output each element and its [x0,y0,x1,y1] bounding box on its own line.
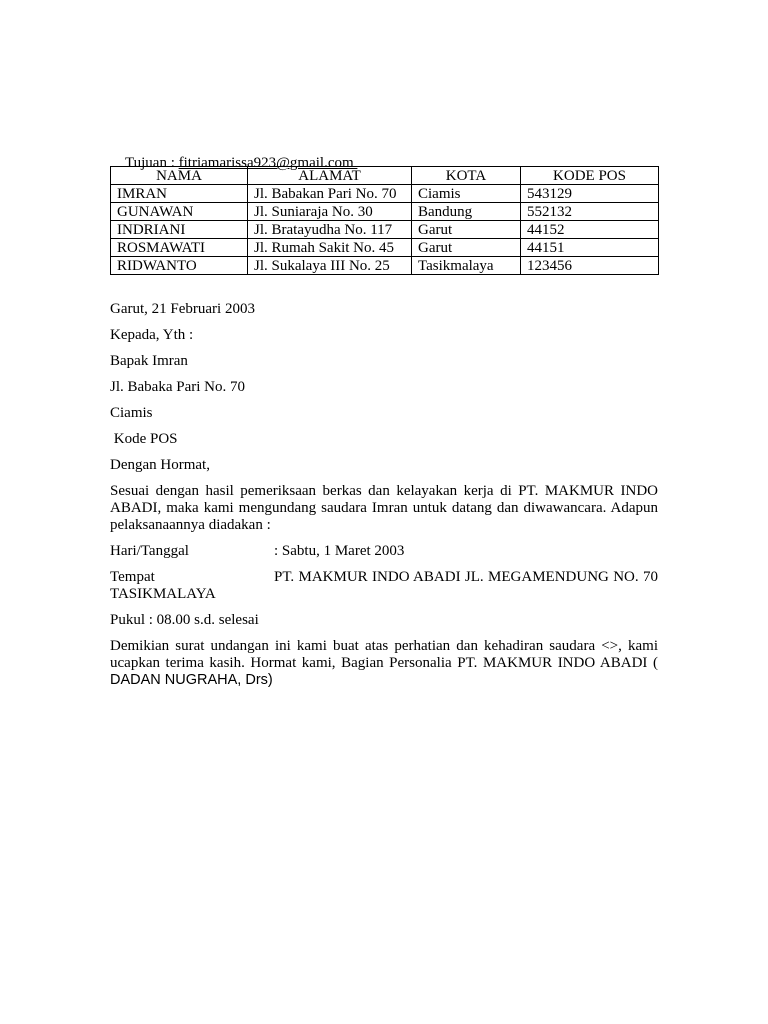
table-cell: 44152 [521,221,659,239]
table-cell: Jl. Bratayudha No. 117 [248,221,412,239]
table-row [111,239,659,257]
schedule-date-value: : Sabtu, 1 Maret 2003 [274,543,405,559]
table-cell: 543129 [521,185,659,203]
schedule-place-label: Tempat [110,569,155,585]
table-cell: Jl. Babakan Pari No. 70 [248,185,412,203]
closing-text: Demikian surat undangan ini kami buat atas perhatian dan kehadiran saudara <>, kami ucapkan terima kasih. Hormat kami, Bagian Personalia PT. MAKMUR INDO ABADI ( [110,638,658,671]
signatory-name: DADAN NUGRAHA, Drs) [110,672,273,688]
recipient-line [110,138,658,171]
table-cell: RIDWANTO [111,257,248,275]
table-cell: Jl. Sukalaya III No. 25 [248,257,412,275]
table-row [111,257,659,275]
recipient-address: Jl. Babaka Pari No. 70 [110,379,245,395]
table-cell: 44151 [521,239,659,257]
table-cell: INDRIANI [111,221,248,239]
recipient-email: fitriamarissa923@gmail.com [178,155,358,171]
table-row [111,203,659,221]
letter-date: Garut, 21 Februari 2003 [110,301,255,317]
greeting: Dengan Hormat, [110,457,210,473]
table-cell: 123456 [521,257,659,275]
table-header-row [111,167,659,185]
table-cell: Garut [412,221,521,239]
table-cell: IMRAN [111,185,248,203]
table-row [111,221,659,239]
schedule-date-label: Hari/Tanggal [110,543,189,559]
table-cell: GUNAWAN [111,203,248,221]
table-cell: ROSMAWATI [111,239,248,257]
table-cell: Bandung [412,203,521,221]
table-row [111,185,659,203]
letter-body: Sesuai dengan hasil pemeriksaan berkas dan kelayakan kerja di PT. MAKMUR INDO ABADI, maka kami mengundang saudara Imran untuk datang dan diwawancara. Adapun pelaksanaannya diadakan : [110,483,658,533]
recipient-postcode: Kode POS [110,431,178,447]
table-cell: 552132 [521,203,659,221]
recipient-name: Bapak Imran [110,353,188,369]
column-header: NAMA [111,167,248,185]
table-cell: Garut [412,239,521,257]
column-header: KOTA [412,167,521,185]
table-cell: Jl. Rumah Sakit No. 45 [248,239,412,257]
schedule-date-row [110,543,658,560]
recipient-city: Ciamis [110,405,153,421]
table-cell: Jl. Suniaraja No. 30 [248,203,412,221]
table-cell: Tasikmalaya [412,257,521,275]
table-cell: Ciamis [412,185,521,203]
recipient-label: Tujuan : [125,155,179,171]
column-header: KODE POS [521,167,659,185]
column-header: ALAMAT [248,167,412,185]
salutation-to: Kepada, Yth : [110,327,194,343]
schedule-place-row [110,569,658,603]
schedule-time: Pukul : 08.00 s.d. selesai [110,612,259,628]
closing-paragraph [110,638,658,689]
schedule-place-value: PT. MAKMUR INDO ABADI JL. MEGAMENDUNG NO. 70 TASIKMALAYA [110,569,658,602]
address-table [110,166,659,275]
letter-page [110,138,658,689]
